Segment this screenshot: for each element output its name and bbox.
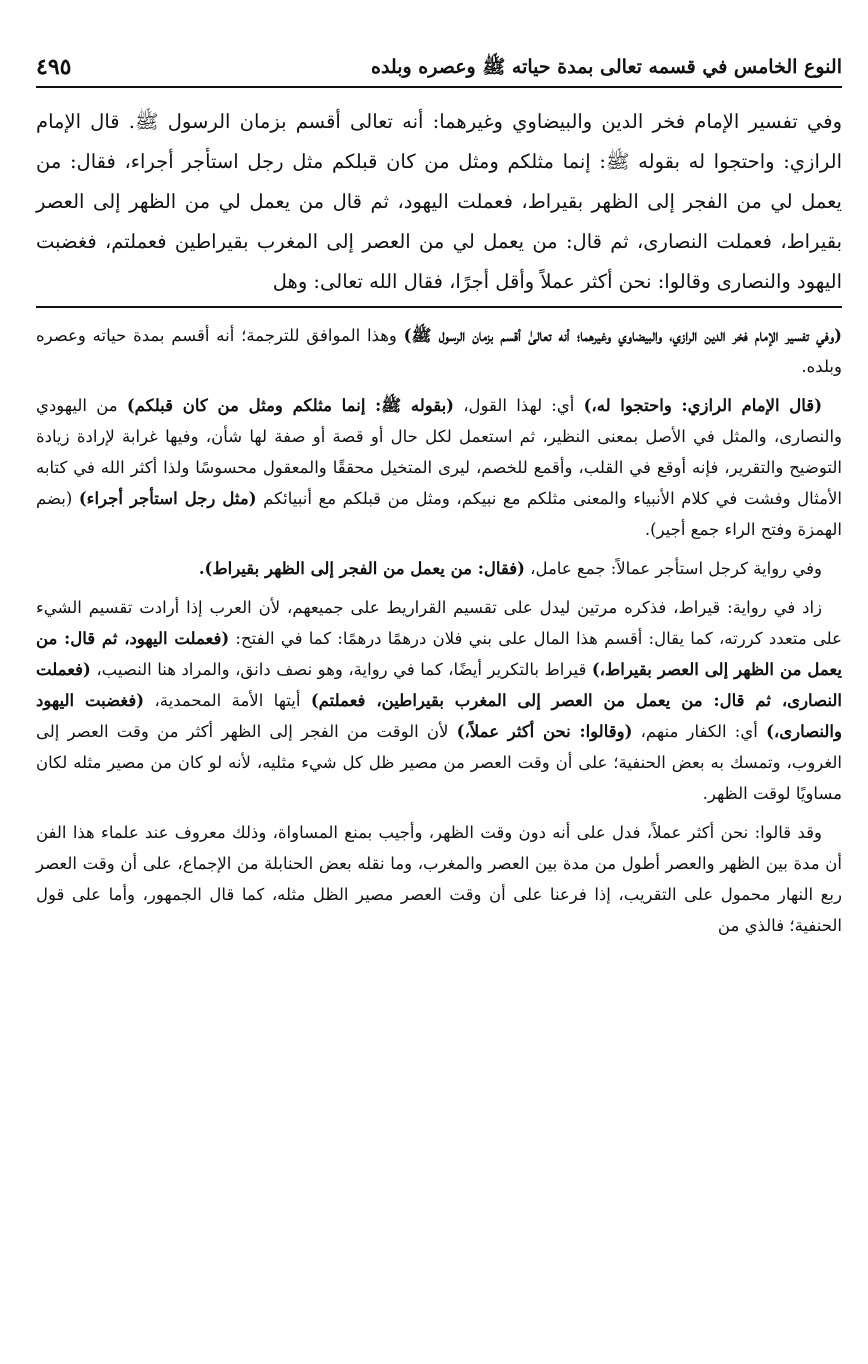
explanation-text: أي: الكفار منهم، bbox=[632, 722, 767, 741]
quoted-text: (فعملت النصارى، ثم قال: من يعمل من العصر إلى المغرب بقيراطين، فعملتم) bbox=[36, 660, 842, 710]
quoted-text: (فغضبت اليهود والنصارى،) bbox=[36, 691, 842, 741]
quoted-text: (بقوله ﷺ: إنما مثلكم ومثل من كان قبلكم) bbox=[126, 396, 454, 415]
explanation-text: وقد قالوا: نحن أكثر عملاً، فدل على أنه دون وقت الظهر، وأجيب بمنع المساواة، وذلك معروف عند علماء هذا الفن أن مدة بين الظهر والعصر أطول من مدة بين العصر والمغرب، وما نقله بعض الحنابلة من الإجماع، على أن وقت العصر ربع النهار محمول على التقريب، إذا فرعنا على أن وقت العصر مصير الظل مثله، كما قال الجمهور، وأما على قول الحنفية؛ فالذي من bbox=[36, 823, 842, 935]
explanation-text: قيراط بالتكرير أيضًا، كما في رواية، وهو نصف دانق، والمراد هنا النصيب، bbox=[90, 660, 592, 679]
commentary bbox=[36, 320, 842, 941]
explanation-text: (بضم الهمزة وفتح الراء جمع أجير). bbox=[36, 489, 842, 539]
main-text: وفي تفسير الإمام فخر الدين والبيضاوي وغيرهما: أنه تعالى أقسم بزمان الرسول ﷺ. قال الإمام الرازي: واحتجوا له بقوله ﷺ: إنما مثلكم ومثل من كان قبلكم مثل رجل استأجر أجراء، فقال: من يعمل لي من الفجر إلى الظهر بقيراط، فعملت اليهود، ثم قال من يعمل لي من الظهر إلى العصر بقيراط، فعملت النصارى، ثم قال: من يعمل لي من العصر إلى المغرب بقيراطين فعملتم، فغضبت اليهود والنصارى وقالوا: نحن أكثر عملاً وأقل أجرًا، فقال الله تعالى: وهل bbox=[36, 110, 842, 293]
book-page bbox=[36, 52, 842, 1344]
commentary-paragraph bbox=[36, 553, 842, 584]
explanation-text: من اليهودي والنصارى، والمثل في الأصل بمعنى النظير، ثم استعمل لكل حال أو قصة أو صفة لها شأن، وفيها غرابة لإرادة زيادة التوضيح والتقرير، فإنه أوقع في القلب، وأقمع للخصم، ليرى المتخيل محققًا والمعقول محسوسًا ولذا أكثر الله في كتابه الأمثال وفشت في كلام الأنبياء والمعنى مثلكم مع نبيكم، ومثل من قبلكم مع أنبيائكم bbox=[36, 396, 842, 508]
commentary-paragraph bbox=[36, 592, 842, 809]
explanation-text: وفي رواية كرجل استأجر عمالاً: جمع عامل، bbox=[524, 559, 822, 578]
explanation-text: أي: لهذا القول، bbox=[454, 396, 584, 415]
quoted-text: (قال الإمام الرازي: واحتجوا له،) bbox=[583, 396, 822, 415]
explanation-text: أيتها الأمة المحمدية، bbox=[144, 691, 311, 710]
explanation-text: لأن الوقت من الفجر إلى الظهر أكثر من وقت العصر إلى الغروب، وتمسك به بعض الحنفية؛ على أن وقت العصر من مصير ظل كل شيء مثليه، لأنه لو كان من مصير مثله لكان مساويًا لوقت الظهر. bbox=[36, 722, 842, 803]
quoted-text: (وفي تفسير الإمام فخر الدين الرازي، والبيضاوي وغيرهما؛ أنه تعالىٰ أقسم بزمان الرسول ﷺ) bbox=[403, 326, 842, 345]
chapter-title: النوع الخامس في قسمه تعالى بمدة حياته ﷺ وعصره وبلده bbox=[370, 56, 842, 78]
running-header bbox=[36, 52, 842, 88]
quoted-text: (وقالوا: نحن أكثر عملاً،) bbox=[456, 722, 633, 741]
explanation-text: زاد في رواية: قيراط، فذكره مرتين ليدل على تقسيم القراريط على جميعهم، لأن العرب إذا أرادت تقسيم الشيء على متعدد كررته، كما يقال: أقسم هذا المال على بني فلان درهمًا درهمًا: كما في الفتح: bbox=[36, 598, 842, 648]
explanation-text: وهذا الموافق للترجمة؛ أنه أقسم بمدة حياته وعصره وبلده. bbox=[36, 326, 842, 376]
commentary-paragraph bbox=[36, 390, 842, 545]
separator-line bbox=[36, 306, 842, 308]
quoted-text: (فعملت اليهود، ثم قال: من يعمل من الظهر إلى العصر بقيراط،) bbox=[36, 629, 842, 679]
quoted-text: (فقال: من يعمل من الفجر إلى الظهر بقيراط). bbox=[198, 559, 525, 578]
page-number: ٤٩٥ bbox=[36, 54, 72, 80]
quoted-text: (مثل رجل استأجر أجراء) bbox=[78, 489, 257, 508]
commentary-paragraph bbox=[36, 320, 842, 382]
commentary-paragraph bbox=[36, 817, 842, 941]
